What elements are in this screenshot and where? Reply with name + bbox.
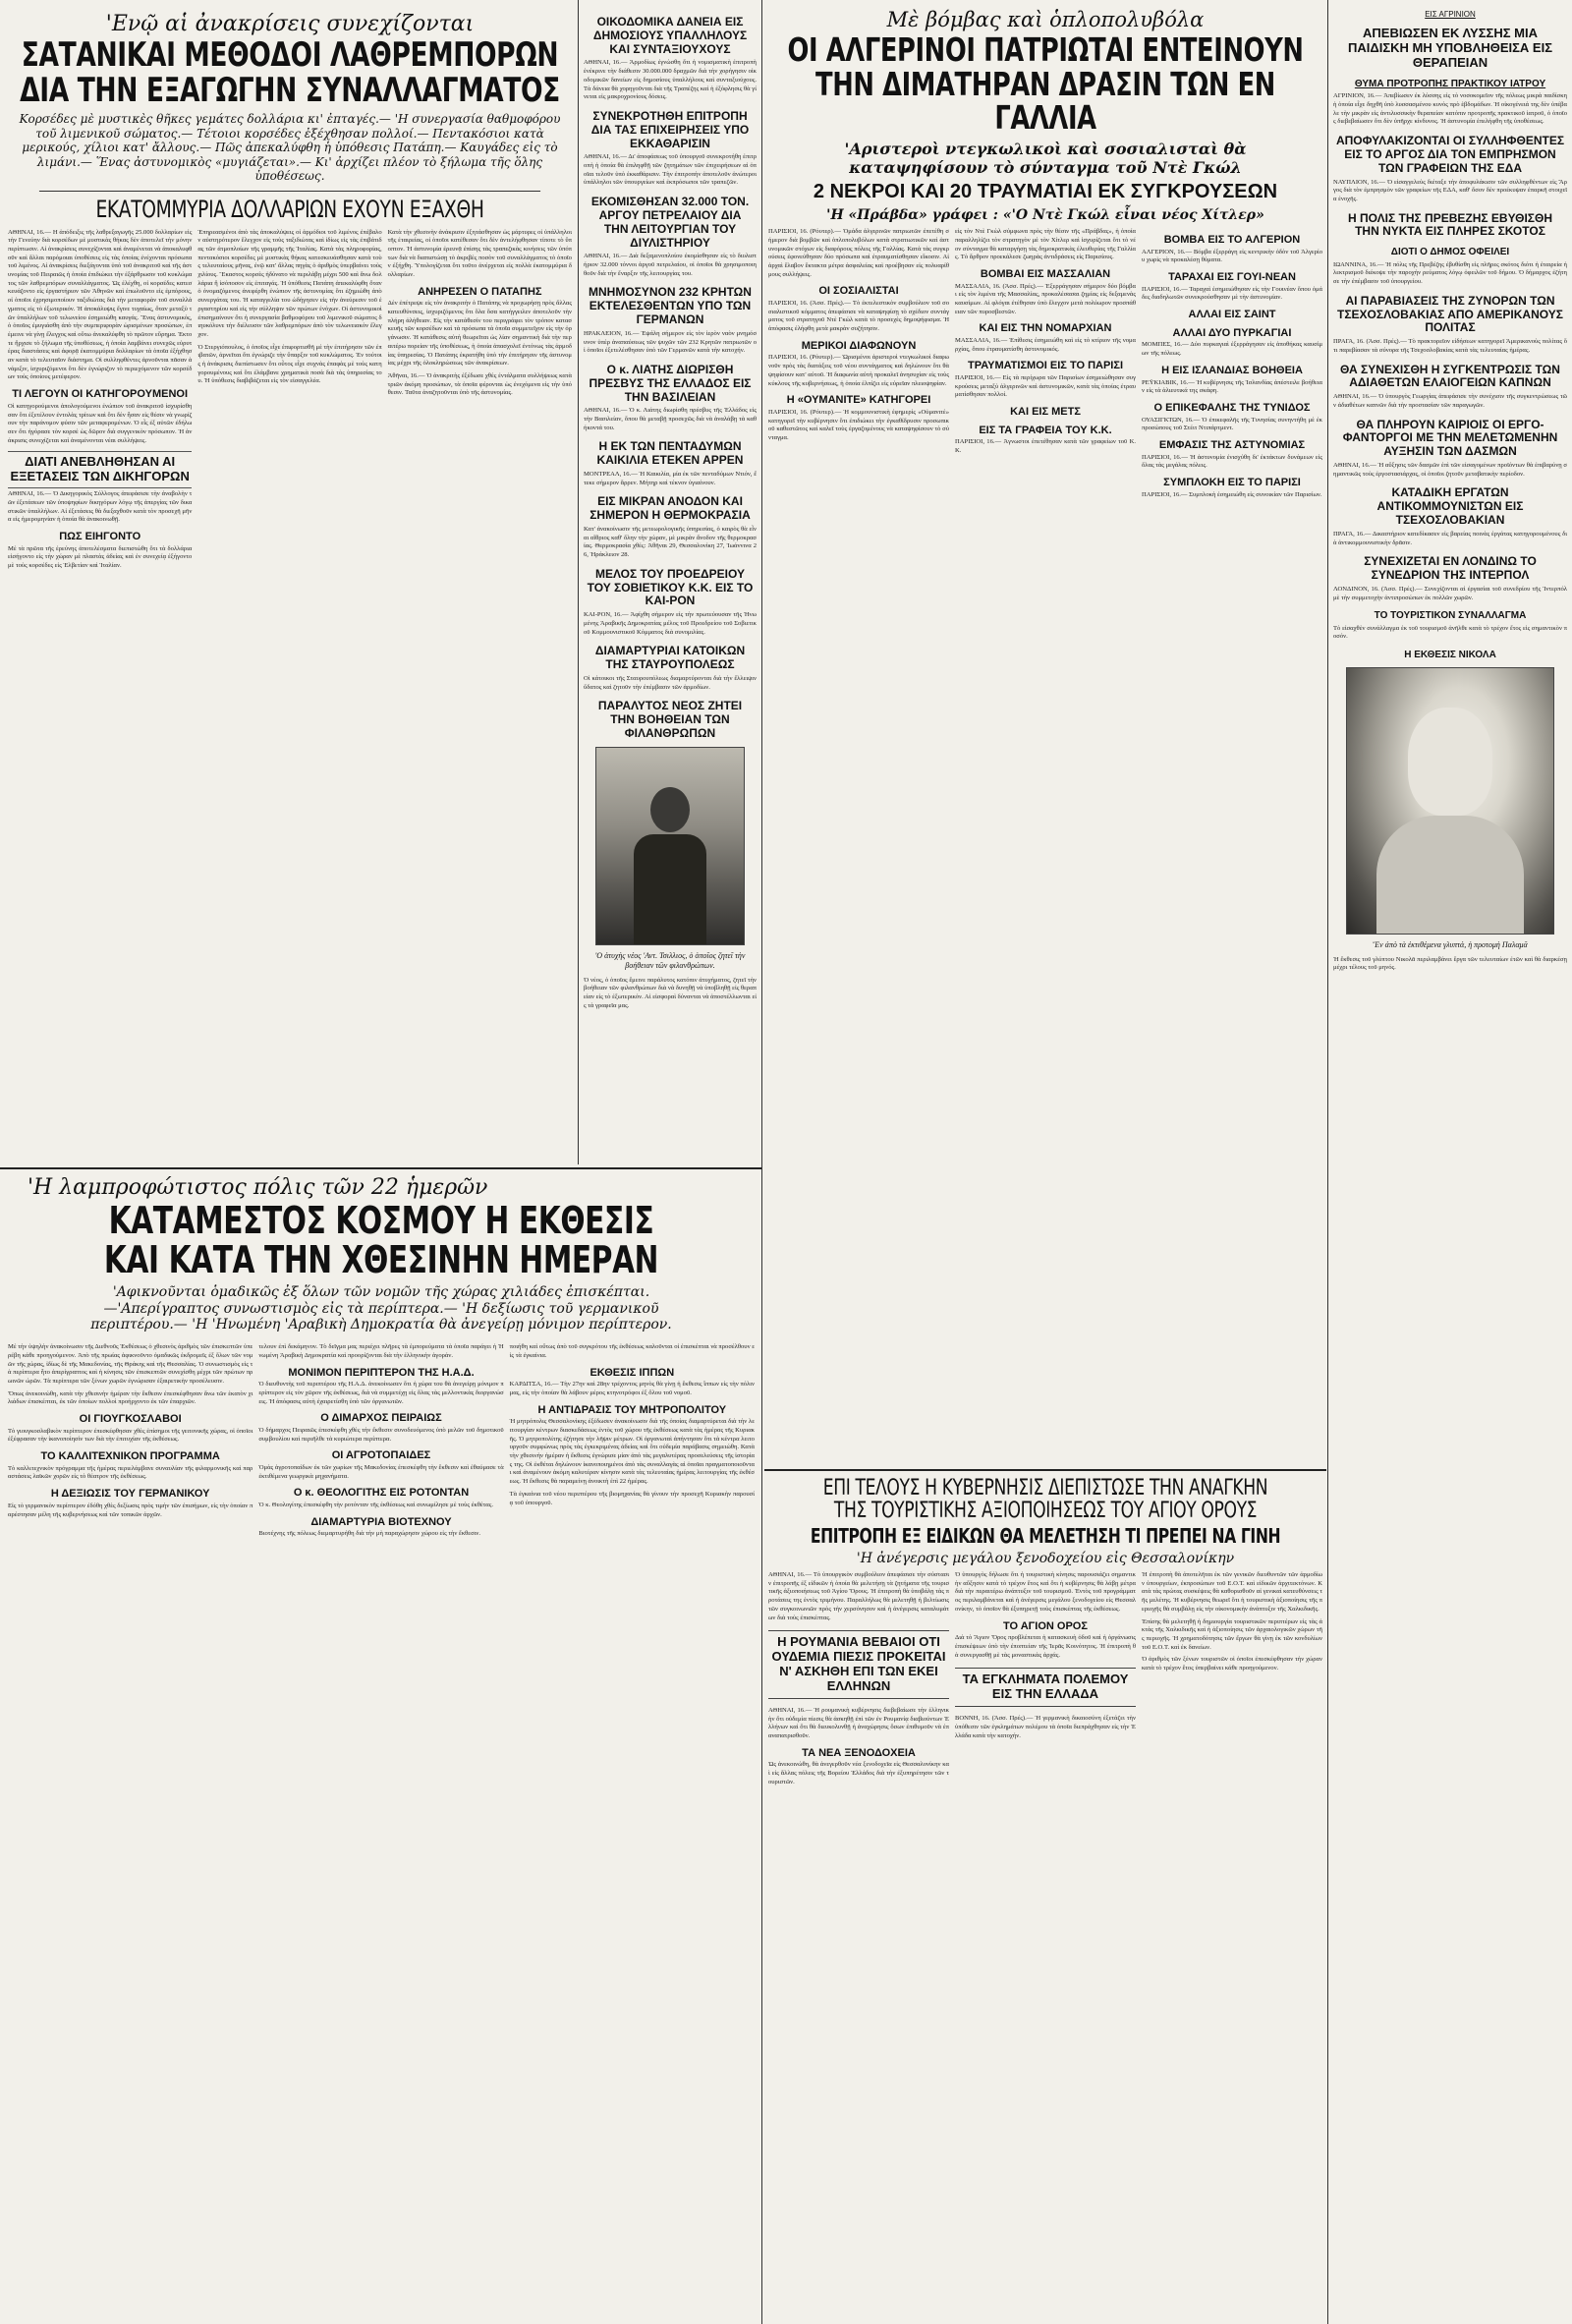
photo-caption: Ἕν ἀπὸ τὰ ἐκτιθέμενα γλυπτά, ἡ προτομὴ Παλαμᾶ — [1373, 939, 1528, 949]
brief-headline: ΣΥΝΕΧΙΖΕΤΑΙ ΕΝ ΛΟΝΔΙΝΩ ΤΟ ΣΥΝΕΔΡΙΟΝ ΤΗΣ ΙΝΤΕΡΠΟΛ — [1364, 554, 1537, 583]
brief-headline: Η ΠΟΛΙΣ ΤΗΣ ΠΡΕΒΕΖΗΣ ΕΒΥΘΙΣΘΗ ΤΗΝ ΝΥΚΤΑ ΕΙΣ ΠΛΗΡΕΣ ΣΚΟΤΟΣ — [1347, 210, 1553, 239]
boxed-headline: ΔΙΑΤΙ ΑΝΕΒΛΗΘΗΣΑΝ ΑΙ ΕΞΕΤΑΣΕΙΣ ΤΩΝ ΔΙΚΗΓΟΡΩΝ — [8, 451, 192, 488]
article-body: Ἐπηρεασμένοι ἀπὸ τὰς ἀποκαλύψεις οἱ ἁρμόδιοι τοῦ λιμένος ἐπέβαλον αὐστηρότερον ἔλεγχον εἰς τοὺς ταξιδιώτας καὶ ἰδίως εἰς τὰς ἐπιβάτιδας τῶν ἀτμοπλοίων τῆς γραμμῆς τῆς Ἰταλίας. Κατὰ τὰς πληροφορίας, πεντακόσιοι κορσέδες μὲ μυστικὰς θήκας κατεσκευάσθησαν κατὰ τοὺς τελευταίους μῆνας, ἐνῷ κατ' ἄλλας πηγὰς ὁ ἀριθμὸς ὑπερβαίνει τοὺς χιλίους. Ἕκαστος κορσὲς ἠδύνατο νὰ περιλάβῃ μέχρι 500 καὶ ἄνω δολλάρια ἢ ἰσόποσον εἰς ἐπιταγάς. Ἡ ὑπόθεσις Πατάπη ἀπεκαλύφθη ὅταν ὁ ὀνομαζόμενος ἀνεφέρθη ἐνώπιον τῆς ἀστυνομίας ὅτι ἐζημιώθη ἀπὸ συνεργάτας του. Ἡ καταγγελία του ὡδήγησεν εἰς τὴν ἀνεύρεσιν τοῦ ἐργαστηρίου καὶ εἰς τὴν σύλληψιν τῶν πρώτων ἐνόχων. Οἱ ἀστυνομικοὶ ἐπισημαίνουν ὅτι ἡ συνεργασία βαθμοφόρου τοῦ λιμενικοῦ σώματος διηυκόλυνε τὴν διέλευσιν τῶν λαθρεμπόρων ἀπὸ τὸν τελωνειακὸν ἔλεγχον. — [197, 228, 382, 338]
deck: 'Η ἀνέγερσις μεγάλου ξενοδοχείου εἰς Θεσσαλονίκην — [856, 1551, 1235, 1567]
banner-headline: ΟΙ ΑΛΓΕΡΙΝΟΙ ΠΑΤΡΙΩΤΑΙ ΕΝΤΕΙΝΟΥΝ — [787, 30, 1304, 69]
brief-headline: ΟΙΚΟΔΟΜΙΚΑ ΔΑΝΕΙΑ ΕΙΣ ΔΗΜΟΣΙΟΥΣ ΥΠΑΛΛΗΛΟΥΣ ΚΑΙ ΣΥΝΤΑΞΙΟΥΧΟΥΣ — [592, 15, 748, 56]
photo-bust-shoulders — [1376, 816, 1524, 934]
subheading: Ο ΔΙΜΑΡΧΟΣ ΠΕΙΡΑΙΩΣ — [320, 1412, 442, 1425]
brief-headline: ΑΙ ΠΑΡΑΒΙΑΣΕΙΣ ΤΗΣ ΖΥΝΟΡΩΝ ΤΩΝ ΤΣΕΧΟΣΛΟΒΑΚΙΑΣ ΑΠΟ ΑΜΕΡΙΚΑΝΟΥΣ ΠΟΛΙΤΑΣ — [1337, 293, 1563, 335]
subheading: ΤΟ ΚΑΛΛΙΤΕΧΝΙΚΟΝ ΠΡΟΓΡΑΜΜΑ — [40, 1450, 220, 1463]
subheading: ΜΟΝΙΜΟΝ ΠΕΡΙΠΤΕΡΟΝ ΤΗΣ Η.Α.Δ. — [288, 1366, 475, 1379]
subheading: ΚΑΙ ΕΙΣ ΜΕΤΣ — [1010, 406, 1081, 419]
banner-headline: ΕΠΙΤΡΟΠΗ ΕΞ ΕΙΔΙΚΩΝ ΘΑ ΜΕΛΕΤΗΣΗ ΤΙ ΠΡΕΠΕΙ ΝΑ ΓΙΝΗ — [810, 1524, 1281, 1549]
article-body: ΜΑΣΣΑΛΙΑ, 16. (Ἀσσ. Πρές).— Ἐξερράγησαν σήμερον δύο βόμβαι εἰς τὸν λιμένα τῆς Μασσαλίας, προκαλέσασαι ζημίας εἰς δεξαμενὰς καυσίμων. Αἱ φλόγαι ἐτέθησαν ὑπὸ ἔλεγχον μετὰ πολύωρον προσπάθειαν τῶν πυροσβεστῶν. — [955, 282, 1136, 315]
article-body: ΑΛΓΕΡΙΟΝ, 16.— Βόμβα ἐξερράγη εἰς κεντρικὴν ὁδὸν τοῦ Ἀλγερίου χωρὶς νὰ προκαλέσῃ θύματα. — [1142, 248, 1322, 264]
column-rule — [578, 0, 579, 1164]
brief-body: ΑΘΗΝΑΙ, 16.— Ὁ ὑπουργὸς Γεωργίας ἀπεφάσισε τὴν συνέχισιν τῆς συγκεντρώσεως τῶν ἀδιαθέτων καπνῶν διὰ τὴν προστασίαν τῶν παραγωγῶν. — [1333, 393, 1567, 409]
article-body: Ὁ δήμαρχος Πειραιῶς ἐπεσκέφθη χθὲς τὴν ἔκθεσιν συνοδευόμενος ὑπὸ μελῶν τοῦ δημοτικοῦ συμβουλίου καὶ περιῆλθε τὰ κυριώτερα περίπτερα. — [258, 1426, 504, 1443]
column-rule — [761, 0, 762, 2324]
article-body: Ὁ κ. Θεολογίτης ἐπεσκέφθη τὴν ροτόνταν τῆς ἐκθέσεως καὶ συνωμίλησε μὲ τοὺς ἐκθέτας. — [258, 1502, 493, 1509]
casualties-headline: 2 ΝΕΚΡΟΙ ΚΑΙ 20 ΤΡΑΥΜΑΤΙΑΙ ΕΚ ΣΥΓΚΡΟΥΣΕΩΝ — [813, 181, 1278, 203]
subheading: ΕΙΣ ΤΑ ΓΡΑΦΕΙΑ ΤΟΥ Κ.Κ. — [979, 424, 1112, 436]
photo-bust-sculpture — [1346, 667, 1554, 935]
article-body: Δὲν ἐπέτρεψε εἰς τὸν ἀνακριτὴν ὁ Πατάπης νὰ προχωρήσῃ πρὸς ἄλλας κατευθύνσεις, ἰσχυριζόμενος ὅτι ὅλα ὅσα κατήγγειλεν ἀποτελοῦν τὴν πλήρη ἀλήθειαν. Εἰς τὴν κατάθεσίν του περιγράφει τὸν τρόπον κατασκευῆς τῶν κορσέδων καὶ τὰ πρόσωπα τὰ ὁποῖα συμμετεῖχον εἰς τὴν ὀργάνωσιν. Ἡ κατάθεσις αὐτὴ θεωρεῖται ὡς λίαν σημαντικὴ διὰ τὴν περαιτέρω πορείαν τῆς ὑποθέσεως, ἡ ὁποία ἀπασχολεῖ ἐντόνως τὰς ἁρμοδίας ὑπηρεσίας. Ὁ Πατάπης ἐκρατήθη ὑπὸ τὴν ἐπιτήρησιν τῆς ἀστυνομίας μέχρι τῆς ὁλοκληρώσεως τῶν ἀνακρίσεων. — [387, 300, 572, 368]
subheading: ΑΝΗΡΕΣΕΝ Ο ΠΑΤΑΠΗΣ — [418, 285, 542, 298]
boxed-headline: ΤΑ ΕΓΚΛΗΜΑΤΑ ΠΟΛΕΜΟΥ ΕΙΣ ΤΗΝ ΕΛΛΑΔΑ — [955, 1668, 1136, 1707]
subheading: Η ΕΙΣ ΙΣΛΑΝΔΙΑΣ ΒΟΗΘΕΙΑ — [1161, 364, 1303, 376]
brief-headline: ΘΥΜΑ ΠΡΟΤΡΟΠΗΣ ΠΡΑΚΤΙΚΟΥ ΙΑΤΡΟΥ — [1354, 78, 1546, 89]
brief-headline: ΜΝΗΜΟΣΥΝΟΝ 232 ΚΡΗΤΩΝ ΕΚΤΕΛΕΣΘΕΝΤΩΝ ΥΠΟ ΤΩΝ ΓΕΡΜΑΝΩΝ — [589, 285, 752, 326]
brief-headline: ΕΙΣ ΜΙΚΡΑΝ ΑΝΟΔΟΝ ΚΑΙ ΣΗΜΕΡΟΝ Η ΘΕΡΜΟΚΡΑΣΙΑ — [590, 494, 751, 523]
text-columns — [8, 229, 572, 575]
article-body: Ἐπίσης θὰ μελετηθῇ ἡ δημιουργία τουριστικῶν περιπτέρων εἰς τὰς ἀκτὰς τῆς Χαλκιδικῆς καὶ ἡ ἀξιοποίησις τῶν ἀρχαιολογικῶν χώρων τῆς περιοχῆς. Ἡ χρηματοδότησις τῶν ἔργων θὰ γίνῃ ἐκ τῶν κονδυλίων τοῦ Ε.Ο.Τ. καὶ ἐκ δανείων. — [1142, 1617, 1322, 1651]
subheading: ΑΛΛΑΙ ΕΙΣ ΣΑΙΝΤ — [1188, 309, 1276, 321]
article-body: ΠΑΡΙΣΙΟΙ, 16.— Ταραχαὶ ἐσημειώθησαν εἰς τὴν Γουινέαν ὅπου ὁμάδες διαδηλωτῶν συνεκρούσθησαν μὲ τὴν ἀστυνομίαν. — [1142, 285, 1322, 302]
article-body: ΑΘΗΝΑΙ, 16.— Ὁ Δικηγορικὸς Σύλλογος ἀπεφάσισε τὴν ἀναβολὴν τῶν ἐξετάσεων τῶν ὑποψηφίων δικηγόρων λόγῳ τῆς ἀπεργίας τῶν δικαστικῶν ὑπαλλήλων. Αἱ ἐξετάσεις θὰ διεξαχθοῦν κατὰ τὸν προσεχῆ μῆνα εἰς ἡμερομηνίαν ἡ ὁποία θὰ ἀνακοινωθῇ. — [8, 490, 193, 524]
section-headline: ΕΚΑΤΟΜΜΥΡΙΑ ΔΟΛΛΑΡΙΩΝ ΕΧΟΥΝ ΕΞΑΧΘΗ — [39, 191, 540, 222]
brief-body: ΑΘΗΝΑΙ, 16.— Ἡ αὔξησις τῶν δασμῶν ἐπὶ τῶν εἰσαγομένων προϊόντων θὰ ἐπιβαρύνῃ σημαντικῶς τοὺς ἐργοστασιάρχας, οἱ ὁποῖοι ζητοῦν μεταβατικὴν περίοδον. — [1333, 462, 1567, 478]
subheading: Η «ΟΥΜΑΝΙΤΕ» ΚΑΤΗΓΟΡΕΙ — [786, 394, 931, 407]
article-body: Ἡ μητρόπολις Θεσσαλονίκης ἐξέδωσεν ἀνακοίνωσιν διὰ τῆς ὁποίας διαμαρτύρεται διὰ τὴν λειτουργίαν κέντρων διασκεδάσεως ἐντὸς τοῦ χώρου τῆς ἐκθέσεως κατὰ τὰς ἡμέρας τῆς Κυριακῆς. Ὁ μητροπολίτης ἐζήτησε τὴν λῆψιν μέτρων. Οἱ ὀργανωταὶ ἀπήντησαν ὅτι τὰ κέντρα λειτουργοῦν συμφώνως πρὸς τὰς ἐγκεκριμένας ἀδείας καὶ ὅτι οὐδεμία παράβασις σημειώθη. Κατὰ τὴν χθεσινὴν ἡμέραν ἡ ἔκθεσις ἐγνώρισε μίαν ἀπὸ τὰς μεγαλυτέρας προσελεύσεις τῆς ἱστορίας της. Οἱ ἐκθέται δηλώνουν ἱκανοποιημένοι ἀπὸ τὰς συναλλαγὰς αἱ ὁποῖαι πραγματοποιοῦνται καὶ ἀναμένουν ἀκόμη καλυτέραν κίνησιν κατὰ τὰς τελευταίας ἡμέρας λειτουργίας τῆς ἐκθέσεως. Ἡ ἔκθεσις θὰ παραμείνῃ ἀνοικτὴ ἐπὶ 22 ἡμέρας. — [509, 1418, 755, 1486]
article-body: Ὁ ὑπουργὸς δήλωσε ὅτι ἡ τουριστικὴ κίνησις παρουσιάζει σημαντικὴν αὔξησιν κατὰ τὸ τρέχον ἔτος καὶ ὅτι ἡ κυβέρνησις θὰ λάβῃ μέτρα διὰ τὴν περαιτέρω ἀνάπτυξιν τοῦ τουρισμοῦ. Ἐντὸς τοῦ προγράμματος περιλαμβάνεται καὶ ἡ ἀνέγερσις μεγάλου ξενοδοχείου εἰς Θεσσαλονίκην, τὸ ὁποῖον θὰ ἐξυπηρετῇ τοὺς ἐπισκέπτας τῆς ἐκθέσεως. — [955, 1570, 1136, 1613]
brief-headline: ΠΑΡΑΛΥΤΟΣ ΝΕΟΣ ΖΗΤΕΙ ΤΗΝ ΒΟΗΘΕΙΑΝ ΤΩΝ ΦΙΛΑΝΘΡΩΠΩΝ — [597, 699, 743, 740]
subheading: ΕΚΘΕΣΙΣ ΙΠΠΩΝ — [590, 1366, 675, 1379]
brief-headline: ΕΚΟΜΙΣΘΗΣΑΝ 32.000 ΤΟΝ. ΑΡΓΟΥ ΠΕΤΡΕΛΑΙΟΥ ΔΙΑ ΤΗΝ ΛΕΙΤΟΥΡΓΙΑΝ ΤΟΥ ΔΙΥΛΙΣΤΗΡΙΟΥ — [590, 195, 750, 250]
article-body: Ὁ Στεργιόπουλος, ὁ ὁποῖος εἶχε ἐπιφορτισθῆ μὲ τὴν ἐπιτήρησιν τῶν ἐπιβατῶν, ἀρνεῖται ὅτι ἐγνώριζε τὴν ὕπαρξιν τοῦ κυκλώματος. Ἐν τούτοις ἡ ἀνάκρισις διεπίστωσεν ὅτι οὗτος εἶχε συχνὰς ἐπαφὰς μὲ τοὺς κατηγορουμένους καὶ ὅτι ἐλάμβανε χρηματικὰ ποσὰ διὰ τὰς ὑπηρεσίας του. Ἡ ὑπόθεσις διαβιβάζεται εἰς τὸν εἰσαγγελέα. — [197, 343, 382, 385]
subheading: Η ΔΕΞΙΩΣΙΣ ΤΟΥ ΓΕΡΜΑΝΙΚΟΥ — [50, 1488, 210, 1501]
brief-body: ΚΑΙ-ΡΟΝ, 16.— Ἀφίχθη σήμερον εἰς τὴν πρωτεύουσαν τῆς Ἡνωμένης Ἀραβικῆς Δημοκρατίας μέλος τοῦ Προεδρείου τοῦ Σοβιετικοῦ Κομμουνιστικοῦ Κόμματος διὰ συνομιλίας. — [584, 611, 757, 636]
subheading: ΟΙ ΓΙΟΥΓΚΟΣΛΑΒΟΙ — [79, 1413, 182, 1426]
brief-body: ΑΘΗΝΑΙ, 16.— Διὰ δεξαμενοπλοίου ἐκομίσθησαν εἰς τὸ διυλιστήριον 32.000 τόννοι ἀργοῦ πετρελαίου, οἱ ὁποῖοι θὰ χρησιμοποιηθοῦν διὰ τὴν ἔναρξιν τῆς λειτουργίας του. — [584, 253, 757, 277]
subheading: ΔΙΑΜΑΡΤΥΡΙΑ ΒΙΟΤΕΧΝΟΥ — [310, 1515, 452, 1528]
brief-body: ΛΟΝΔΙΝΟΝ, 16. (Ἀσσ. Πρές).— Συνεχίζονται αἱ ἐργασίαι τοῦ συνεδρίου τῆς Ἰντερπόλ μὲ τὴν συμμετοχὴν ἀντιπροσώπων ἐκ πολλῶν χωρῶν. — [1333, 585, 1567, 601]
article-body: ΠΑΡΙΣΙΟΙ, 16. (Ἀσσ. Πρές).— Τὸ ἐκτελεστικὸν συμβούλιον τοῦ σοσιαλιστικοῦ κόμματος ἀπεφάσισε νὰ καταψηφίσῃ τὸ σχέδιον συντάγματος τοῦ στρατηγοῦ Ντὲ Γκώλ κατὰ τὸ προσεχὲς δημοψήφισμα. Ἡ ἀπόφασις ἐλήφθη μετὰ μακρὰν συζήτησιν. — [768, 299, 949, 333]
article-body: εἰς τὸν Ντὲ Γκὼλ σύμφωνα πρὸς τὴν θέσιν τῆς «Πράβδας», ἡ ὁποία παραλληλίζει τὸν στρατηγὸν μὲ τὸν Χίτλερ καὶ ἰσχυρίζεται ὅτι τὸ νέον σύνταγμα θὰ καταργήσῃ τὰς δημοκρατικὰς ἐλευθερίας τῆς Γαλλίας. Τὸ ἄρθρον προεκάλεσε ζωηρὰς ἀντιδράσεις εἰς Παρισίους. — [955, 228, 1137, 261]
brief-body: Τὸ εἰσαχθὲν συνάλλαγμα ἐκ τοῦ τουρισμοῦ ἀνῆλθε κατὰ τὸ τρέχον ἔτος εἰς σημαντικὸν ποσόν. — [1333, 624, 1567, 641]
article-body: ΠΑΡΙΣΙΟΙ, 16.— Εἰς τὰ περίχωρα τῶν Παρισίων ἐσημειώθησαν συγκρούσεις μεταξὺ ἀλγερινῶν καὶ ἀστυνομικῶν, κατὰ τὰς ὁποίας ἐτραυματίσθησαν πολλοί. — [955, 374, 1136, 399]
brief-body: ΗΡΑΚΛΕΙΟΝ, 16.— Ἐψάλη σήμερον εἰς τὸν ἱερὸν ναὸν μνημόσυνον ὑπὲρ ἀναπαύσεως τῶν ψυχῶν τῶν 232 Κρητῶν πατριωτῶν οἱ ὁποῖοι ἐξετελέσθησαν ὑπὸ τῶν Γερμανῶν κατὰ τὴν κατοχήν. — [584, 329, 757, 355]
banner-headline: ΚΑΙ ΚΑΤΑ ΤΗΝ ΧΘΕΣΙΝΗΝ ΗΜΕΡΑΝ — [103, 1237, 659, 1281]
dateline-location: ΕΙΣ ΑΓΡΙΝΙΟΝ — [1425, 10, 1476, 19]
brief-headline: ΤΟ ΤΟΥΡΙΣΤΙΚΟΝ ΣΥΝΑΛΛΑΓΜΑ — [1374, 610, 1527, 622]
banner-headline: ΤΗΣ ΤΟΥΡΙΣΤΙΚΗΣ ΑΞΙΟΠΟΙΗΣΕΩΣ ΤΟΥ ΑΓΙΟΥ ΟΡΟΥΣ — [833, 1499, 1258, 1524]
brief-headline: ΘΑ ΠΛΗΡΟΥΝ ΚΑΙΡΙΟΙΣ ΟΙ ΕΡΓΟ-ΦΑΝΤΟΡΓΟΙ ΜΕ ΤΗΝ ΜΕΛΕΤΩΜΕΝΗΝ ΑΥΞΗΣΙΝ ΤΩΝ ΔΑΣΜΩΝ — [1342, 417, 1558, 459]
subheading: ΤΙ ΛΕΓΟΥΝ ΟΙ ΚΑΤΗΓΟΡΟΥΜΕΝΟΙ — [12, 388, 189, 401]
right-briefs-column — [1333, 8, 1567, 2319]
article-body: Μὲ τὴν ὑψηλὴν ἀνακοίνωσιν τῆς Διεθνοῦς Ἐκθέσεως ὁ χθεσινὸς ἀριθμὸς τῶν ἐπισκεπτῶν ὑπερέβη κάθε προηγούμενον. Ἀπὸ τῆς πρωίας ἀφικνοῦντο ὁμαδικῶς ἐκδρομεῖς ἐξ ὅλων τῶν νομῶν τῆς χώρας, ἰδίως δὲ τῆς Μακεδονίας, τῆς Θράκης καὶ τῆς Θεσσαλίας. Ὁ συνωστισμὸς εἰς τὰ περίπτερα ἦτο ἀπερίγραπτος καὶ ἡ κίνησις τῶν ἐπισκεπτῶν συνεχίσθη μέχρι τῶν πρώτων πρωινῶν ὡρῶν. Τὰ περίπτερα τῶν ξένων χωρῶν ἐγνώρισαν ἐξαιρετικὴν προσέλευσιν. — [8, 1343, 253, 1385]
brief-headline: ΜΕΛΟΣ ΤΟΥ ΠΡΟΕΔΡΕΙΟΥ ΤΟΥ ΣΟΒΙΕΤΙΚΟΥ Κ.Κ. ΕΙΣ ΤΟ ΚΑΙ-ΡΟΝ — [587, 566, 754, 608]
article-body: Διὰ τὸ Ἅγιον Ὄρος προβλέπεται ἡ κατασκευὴ ὁδοῦ καὶ ἡ ὀργάνωσις ἐπισκέψεων ὑπὸ τὴν ἐποπτείαν τῆς Ἱερᾶς Κοινότητος. Ἡ ἐπιτροπὴ θὰ συνεργασθῇ μὲ τὰς μοναστικὰς ἀρχάς. — [955, 1634, 1136, 1659]
article-body: ΟΥΑΣΙΓΚΤΩΝ, 16.— Ὁ ἐπικεφαλῆς τῆς Τυνησίας συνηντήθη μὲ ἐκπροσώπους τοῦ Στέιτ Ντιπάρτμεντ. — [1142, 416, 1322, 432]
article-body: ΑΘΗΝΑΙ, 16.— Η ἀπόδειξις τῆς λαθρεξαγωγῆς 25.000 δολλαρίων εἰς τὴν Γενεύην διὰ κορσέδων μὲ μυστικὰς θήκας δὲν ἀποτελεῖ τὴν μόνην περίπτωσιν. Αἱ ἀνακρίσεις συνεχίζονται καὶ ἀναμένεται νὰ ἀποκαλυφθοῦν καὶ ἄλλαι παρόμοιαι ὑποθέσεις εἰς τὰς ὁποίας ἐνέχονται πρόσωπα τοῦ λιμένος. Αἱ ἀνακρίσεις διεξάγονται ὑπὸ τοῦ ἀνακριτοῦ καὶ τῆς ἀστυνομίας τοῦ Πειραιῶς ἡ ὁποία ἐπιδιώκει τὴν ἐξάρθρωσιν τοῦ κυκλώματος τῶν λαθρεμπόρων συναλλάγματος. Ὡς ἐλέχθη, οἱ κορσέδες κατεσκευάζοντο εἰς ἐργαστήριον τῶν Ἀθηνῶν καὶ ἐπωλοῦντο εἰς ἐμπόρους, οἱ ὁποῖοι ἐχρησιμοποίουν ταξιδιώτας διὰ τὴν μεταφορὰν τοῦ συναλλάγματος εἰς τὸ ἐξωτερικόν. Ἡ ἀποκάλυψις ἔγινε τυχαίως, ὅταν μεταξὺ τῶν ὑπαλλήλων τοῦ τελωνείου ἐσημειώθη καυγάς. Ἕνας ἀστυνομικός, ὁ ὁποῖος ἐμυγιάσθη ἀπὸ τὴν συμπεριφορὰν ὡρισμένων προσώπων, ἐπέμεινε νὰ γίνῃ ἔλεγχος καὶ οὕτω ἀνεκαλύφθη τὸ πρῶτον εὕρημα. Ἐκτοτε ἤρχισε τὸ ξήλωμα τῆς ὑποθέσεως, ἡ ὁποία λαμβάνει συνεχῶς εὐρυτέρας διαστάσεις καὶ ἀφορᾷ ἐκατομμύρια δολλαρίων τὰ ὁποῖα ἐξήχθησαν κατὰ τὸ τελευταῖον διάστημα. Οἱ συλληφθέντες ἀρνοῦνται πᾶσαν ἀνάμιξιν, ἰσχυριζόμενοι ὅτι δὲν ἐγνώριζον τὸ περιεχόμενον τῶν κορσέδων τοὺς ὁποίους μετέφερον. — [8, 228, 193, 381]
banner-headline: ΤΗΝ ΔΙΜΑΤΗΡΑΝ ΔΡΑΣΙΝ ΤΩΝ ΕΝ ΓΑΛΛΙΑ — [815, 64, 1275, 138]
brief-headline: ΑΠΕΒΙΩΣΕΝ ΕΚ ΛΥΣΣΗΣ ΜΙΑ ΠΑΙΔΙΣΚΗ ΜΗ ΥΠΟΒΛΗΘΕΙΣΑ ΕΙΣ ΘΕΡΑΠΕΙΑΝ — [1347, 26, 1553, 70]
pravda-quote: 'Η «Πράβδα» γράφει : «'Ο Ντὲ Γκώλ εἶναι νέος Χίτλερ» — [826, 207, 1264, 224]
banner-headline: ΔΙΑ ΤΗΝ ΕΞΑΓΩΓΗΝ ΣΥΝΑΛΛΑΓΜΑΤΟΣ — [20, 70, 560, 110]
article-body: Ὁμὰς ἀγροτοπαίδων ἐκ τῶν χωρίων τῆς Μακεδονίας ἐπεσκέφθη τὴν ἔκθεσιν καὶ ἐθαύμασε τὰ ἐκτιθέμενα γεωργικὰ μηχανήματα. — [258, 1464, 504, 1480]
article-body: ΠΑΡΙΣΙΟΙ, 16. (Ρόυτερ).— Ὡρισμένοι ἀριστεροὶ ντεγκωλικοὶ διαφωνοῦν πρὸς τὰς διατάξεις τοῦ νέου συντάγματος καὶ δηλώνουν ὅτι θὰ ψηφίσουν κατ' αὐτοῦ. Ἡ διαφωνία αὐτὴ προκαλεῖ ἀνησυχίαν εἰς τοὺς κύκλους τῆς κυβερνήσεως, ἡ ὁποία ἐλπίζει εἰς εὐρεῖαν πλειοψηφίαν. — [768, 354, 949, 387]
brief-body: Ὁ νέος, ὁ ὁποῖος ἔμεινε παράλυτος κατόπιν ἀτυχήματος, ζητεῖ τὴν βοήθειαν τῶν φιλανθρώπων διὰ νὰ δυνηθῇ νὰ ὑποβληθῇ εἰς θεραπείαν εἰς τὸ ἐξωτερικόν. Αἱ εἰσφοραὶ δύνανται νὰ ἀποστέλλωνται εἰς τὰ γραφεῖα μας. — [584, 976, 757, 1009]
article-body: ΠΑΡΙΣΙΟΙ, 16.— Συμπλοκὴ ἐσημειώθη εἰς συνοικίαν τῶν Παρισίων. — [1142, 490, 1322, 498]
banner-headline: ΕΠΙ ΤΕΛΟΥΣ Η ΚΥΒΕΡΝΗΣΙΣ ΔΙΕΠΙΣΤΩΣΕ ΤΗΝ ΑΝΑΓΚΗΝ — [822, 1477, 1268, 1501]
brief-headline: ΘΑ ΣΥΝΕΧΙΣΘΗ Η ΣΥΓΚΕΝΤΡΩΣΙΣ ΤΩΝ ΑΔΙΑΘΕΤΩΝ ΕΛΑΙΟΓΕΙΩΝ ΚΑΠΝΩΝ — [1340, 362, 1560, 390]
article-body: Μὲ τὰ πρῶτα τῆς ἐρεύνης ἀποτελέσματα διεπιστώθη ὅτι τὰ δολλάρια εἰσήγοντο εἰς τὴν χώραν μὲ πλαστὰς ἀδείας καὶ ἐν συνεχείᾳ ἐξήγοντο μὲ τοὺς κορσέδες εἰς Ἑλβετίαν καὶ Ἰταλίαν. — [8, 544, 193, 570]
left-top-article — [8, 12, 572, 1162]
article-body: ΒΟΝΝΗ, 16. (Ἀσσ. Πρές).— Ἡ γερμανικὴ δικαιοσύνη ἐξετάζει τὴν ὑπόθεσιν τῶν ἐγκλημάτων πολέμου τὰ ὁποῖα διεπράχθησαν εἰς τὴν Ἑλλάδα κατὰ τὴν κατοχήν. — [955, 1715, 1136, 1739]
subheading: Η ΑΝΤΙΔΡΑΣΙΣ ΤΟΥ ΜΗΤΡΟΠΟΛΙΤΟΥ — [537, 1403, 727, 1416]
article-body: Ὁ διευθυντὴς τοῦ περιπτέρου τῆς Η.Α.Δ. ἀνεκοίνωσεν ὅτι ἡ χώρα του θὰ ἀνεγείρῃ μόνιμον περίπτερον εἰς τὸν χῶρον τῆς ἐκθέσεως, διὰ νὰ συμμετέχῃ εἰς ὅλας τὰς μελλοντικὰς διοργανώσεις. Ἡ ἀπόφασις αὐτὴ ἐχαιρετίσθη ὑπὸ τῶν ὀργανωτῶν. — [258, 1381, 504, 1405]
brief-body: ΠΡΑΓΑ, 16.— Δικαστήριον κατεδίκασεν εἰς βαρείας ποινὰς ἐργάτας κατηγορουμένους διὰ ἀντικομμουνιστικὴν δρᾶσιν. — [1333, 530, 1567, 546]
article-body: ποιήθη καὶ οὕτως ἀπὸ τοῦ συγκρότου τῆς ἐκθέσεως καλοῦνται οἱ ἐπισκέπται νὰ προσέλθουν εἰς τὰ ἐγκαίνια. — [509, 1343, 755, 1359]
column-rule — [1327, 0, 1328, 2324]
brief-body: ΑΘΗΝΑΙ, 16.— Ἀρμοδίως ἐγνώσθη ὅτι ἡ νομισματικὴ ἐπιτροπὴ ἐνέκρινε τὴν διάθεσιν 30.000.000 δραχμῶν διὰ τὴν χορήγησιν οἰκοδομικῶν δανείων εἰς δημοσίους ὑπαλλήλους καὶ συνταξιούχους. Τὰ δάνεια θὰ χορηγοῦνται διὰ τῆς Τραπέζης καὶ ἡ ἐξόφλησις θὰ γίνεται εἰς μακροχρονίους δόσεις. — [584, 59, 757, 101]
article-body: Τὰ ἐγκαίνια τοῦ νέου περιπτέρου τῆς βιομηχανίας θὰ γίνουν τὴν προσεχῆ Κυριακὴν παρουσίᾳ τοῦ ὑπουργοῦ. — [509, 1490, 755, 1506]
subheading: ΑΛΛΑΙ ΔΥΟ ΠΥΡΚΑΓΙΑΙ — [1172, 326, 1292, 339]
subheading: Ο ΕΠΙΚΕΦΑΛΗΣ ΤΗΣ ΤΥΝΙΔΟΣ — [1153, 401, 1311, 414]
subheading: ΣΥΜΠΛΟΚΗ ΕΙΣ ΤΟ ΠΑΡΙΣΙ — [1163, 477, 1301, 489]
article-body: ΡΕΫΚΙΑΒΙΚ, 16.— Ἡ κυβέρνησις τῆς Ἰσλανδίας ἀπέστειλε βοήθειαν εἰς τὰ ἁλιευτικά της σκάφη. — [1142, 378, 1322, 395]
article-body: Ὡς ἀνεκοινώθη, θὰ ἀνεγερθοῦν νέα ξενοδοχεῖα εἰς Θεσσαλονίκην καὶ εἰς ἄλλας πόλεις τῆς Βορείου Ἑλλάδος διὰ τὴν ἐξυπηρέτησιν τῶν τουριστῶν. — [768, 1761, 949, 1786]
photo-figure-body — [634, 834, 706, 944]
article-body: ΠΑΡΙΣΙΟΙ, 16.— Ἀγνωστοι ἐπετέθησαν κατὰ τῶν γραφείων τοῦ Κ.Κ. — [955, 438, 1136, 455]
banner-headline: ΣΑΤΑΝΙΚΑΙ ΜΕΘΟΔΟΙ ΛΑΘΡΕΜΠΟΡΩΝ — [21, 35, 559, 75]
deck: 'Αριστεροὶ ντεγκωλικοὶ καὶ σοσιαλισταὶ θὰ καταψηφίσουν τὸ σύνταγμα τοῦ Ντὲ Γκώλ — [844, 139, 1247, 178]
article-body: ΠΑΡΙΣΙΟΙ, 16. (Ρόυτερ).— Ἡ κομμουνιστικὴ ἐφημερὶς «Οὐμανιτὲ» κατηγορεῖ τὴν κυβέρνησιν ὅτι ἐπιδιώκει τὴν ἐγκαθίδρυσιν προσωπικοῦ καθεστῶτος καὶ καλεῖ τοὺς ἐργαζομένους νὰ καταψηφίσουν τὸ σύνταγμα. — [768, 408, 949, 441]
center-bottom-article — [768, 1477, 1322, 2320]
subheading: ΤΑ ΝΕΑ ΞΕΝΟΔΟΧΕΙΑ — [802, 1746, 916, 1759]
article-body: Κατὰ τὴν χθεσινὴν ἀνάκρισιν ἐξητάσθησαν ὡς μάρτυρες οἱ ὑπάλληλοι τῆς ἐταιρείας, οἱ ὁποῖοι κατέθεσαν ὅτι δὲν ἀντελήφθησαν τίποτε τὸ ὕποπτον. Ἡ ἀστυνομία ἐρευνᾷ ἐπίσης τὰς τραπεζικὰς κινήσεις τῶν ὑπόπτων διὰ νὰ διαπιστώσῃ τὸ ἀκριβὲς ποσὸν τοῦ συναλλάγματος τὸ ὁποῖον ἐξήχθη. Ὑπολογίζεται ὅτι τοῦτο ἀνέρχεται εἰς πολλὰ ἑκατομμύρια δολλαρίων. — [387, 228, 572, 279]
article-body: Ἡ ἐπιτροπὴ θὰ ἀποτελῆται ἐκ τῶν γενικῶν διευθυντῶν τῶν ἁρμοδίων ὑπουργείων, ἐκπροσώπων τοῦ Ε.Ο.Τ. καὶ εἰδικῶν ἀρχιτεκτόνων. Κατὰ τὰς πρώτας συσκέψεις θὰ καθορισθοῦν αἱ γενικαὶ κατευθύνσεις τῆς μελέτης. Ἡ κυβέρνησις θεωρεῖ ὅτι ἡ τουριστικὴ ἀξιοποίησις τῆς περιοχῆς θὰ συμβάλῃ εἰς τὴν οἰκονομικὴν ἀνάπτυξιν τῆς Χαλκιδικῆς. — [1142, 1570, 1322, 1613]
subheading: ΠΩΣ ΕΙΗΓΟΝΤΟ — [59, 531, 141, 543]
text-columns — [768, 1571, 1322, 1791]
article-body: Τὸ καλλιτεχνικὸν πρόγραμμα τῆς ἡμέρας περιελάμβανε συναυλίαν τῆς φιλαρμονικῆς καὶ παραστάσεις λαϊκῶν χορῶν εἰς τὸ θέατρον τῆς ἐκθέσεως. — [8, 1464, 253, 1481]
photo-caption: 'Ο ἀτυχὴς νέος 'Αντ. Τσιλλιος, ὁ ὁποῖος ζητεῖ τὴν βοήθειαν τῶν φιλανθρώπων. — [594, 950, 746, 970]
article-body: Οἱ κατηγορούμενοι ἀπολογούμενοι ἐνώπιον τοῦ ἀνακριτοῦ ἰσχυρίσθησαν ὅτι ἐξετέλουν ἐντολὰς τρίτων καὶ ὅτι δὲν ἦσαν εἰς θέσιν νὰ γνωρίζουν τὴν παράνομον φύσιν τῶν μεταφερομένων. Ὁ εἷς ἐξ αὐτῶν ἐδήλωσεν ὅτι ἠγόρασε τὸν κορσὲ ὡς δῶρον διὰ συγγενικὸν πρόσωπον. Ἡ ἀνάκρισις συνεχίζεται καὶ ἀναμένονται νέαι συλλήψεις. — [8, 402, 193, 444]
photo-figure-head — [650, 787, 690, 832]
deck: Κορσέδες μὲ μυστικὲς θῆκες γεμάτες δολλάρια κι' ἐπταγές.— 'Η συνεργασία θαθμοφόρου τοῦ λιμενικοῦ σώματος.— Τέτοιοι κορσέδες ἐξέχθησαν πολλοί.— Πεντακόσιοι κατὰ μερικούς, χίλιοι κατ' ἄλλους.— Πῶς ἀπεκαλύφθη ἡ ὑπόθεσις Πατάπη.— Καυγάδες εἰς τὸ λιμάνι.— Ἕνας ἀστυνομικὸς «μυγιάζεται».— Κι' ἀρχίζει πλέον τὸ ξήλωμα τῆς ὅλης ὑποθέσεως. — [19, 112, 561, 183]
subheading: ΤΡΑΥΜΑΤΙΣΜΟΙ ΕΙΣ ΤΟ ΠΑΡΙΣΙ — [967, 360, 1124, 372]
article-body: Βιοτέχνης τῆς πόλεως διεμαρτυρήθη διὰ τὴν μὴ παραχώρησιν χώρου εἰς τὴν ἔκθεσιν. — [258, 1530, 481, 1538]
article-body: ΜΑΣΣΑΛΙΑ, 16.— Ἐπίθεσις ἐσημειώθη καὶ εἰς τὸ κτίριον τῆς νομαρχίας, ὅπου ἐτραυματίσθη ἀστυνομικός. — [955, 337, 1136, 353]
subheading: ΒΟΜΒΑ ΕΙΣ ΤΟ ΑΛΓΕΡΙΟΝ — [1163, 234, 1301, 247]
brief-body: ΙΩΑΝΝΙΝΑ, 16.— Ἡ πόλις τῆς Πρεβέζης ἐβυθίσθη εἰς πλῆρες σκότος διότι ἡ ἑταιρεία ἠλεκτρισμοῦ διέκοψε τὴν παροχὴν ρεύματος λόγῳ ὀφειλῶν τοῦ δήμου. Ὁ δήμαρχος ἐζήτησε τὴν ἐπέμβασιν τοῦ ὑπουργείου. — [1333, 260, 1567, 286]
brief-body: Κατ' ἀνακοίνωσιν τῆς μετεωρολογικῆς ὑπηρεσίας, ὁ καιρὸς θὰ εἶναι αἴθριος καθ' ὅλην τὴν χώραν, μὲ μικρὰν ἄνοδον τῆς θερμοκρασίας. Θερμοκρασία χθές: Ἀθῆναι 29, Θεσσαλονίκη 27, Ἰωάννινα 26, Ἡράκλειον 28. — [584, 526, 757, 559]
subheading: ΟΙ ΣΟΣΙΑΛΙΣΤΑΙ — [818, 285, 899, 298]
section-rule — [764, 1469, 1326, 1471]
kicker: Μὲ βόμβας καὶ ὁπλοπολυβόλα — [886, 8, 1205, 31]
article-body: Ὅπως ἀνεκοινώθη, κατὰ τὴν χθεσινὴν ἡμέραν τὴν ἔκθεσιν ἐπεσκέφθησαν ἄνω τῶν ἑκατὸν χιλιάδων ἐπισκέπται, ἐκ τῶν ὁποίων πολλοὶ προήρχοντο ἐκ τῶν ἐπαρχιῶν. — [8, 1389, 253, 1406]
subheading: ΜΕΡΙΚΟΙ ΔΙΑΦΩΝΟΥΝ — [801, 339, 917, 352]
article-body: τελουν ἐπὶ δεκάμηνον. Τὸ δεῖγμα μας περιέχει πλῆρες τὰ ἐμπορεύματα τὰ ὁποῖα παράγει ἡ Ἠνωμένη Ἀραβικὴ Δημοκρατία καὶ προορίζονται διὰ τὴν ἑλληνικὴν ἀγοράν. — [258, 1343, 504, 1359]
article-body: ΜΟΜΠΕΣ, 16.— Δύο πυρκαγιαὶ ἐξερράγησαν εἰς ἀποθήκας καυσίμων τῆς πόλεως. — [1142, 341, 1322, 358]
subheading: ΤΑΡΑΧΑΙ ΕΙΣ ΓΟΥΙ-ΝΕΑΝ — [1168, 271, 1296, 284]
article-body: ΠΑΡΙΣΙΟΙ, 16.— Ἡ ἀστυνομία ἐνισχύθη δι' ἐκτάκτων δυνάμεων εἰς ὅλας τὰς μεγάλας πόλεις. — [1142, 453, 1322, 470]
subheading: ΟΙ ΑΓΡΟΤΟΠΑΙΔΕΣ — [331, 1449, 431, 1462]
article-body: ΠΑΡΙΣΙΟΙ, 16. (Ρόυτερ).— Ὁμάδα ἀλγερινῶν πατριωτῶν ἐπετέθη σήμερον διὰ βομβῶν καὶ ὁπλοπολυβόλων κατὰ στρατιωτικῶν καὶ ἀστυνομικῶν στόχων εἰς διαφόρους πόλεις τῆς Γαλλίας. Κατὰ τὰς συγκρούσεις ἐφονεύθησαν δύο πρόσωπα καὶ ἐτραυματίσθησαν εἴκοσιν. Αἱ ἀρχαὶ ἔλαβον ἔκτακτα μέτρα ἀσφαλείας καὶ προέβησαν εἰς πολυαρίθμους συλλήψεις. — [768, 228, 949, 278]
text-columns — [768, 228, 1322, 503]
brief-body: ΑΘΗΝΑΙ, 16.— Ὁ κ. Λιάτης διωρίσθη πρέσβυς τῆς Ἑλλάδος εἰς τὴν Βασιλείαν, ὅπου θὰ μεταβῇ προσεχῶς διὰ νὰ ἀναλάβῃ τὰ καθήκοντά του. — [584, 407, 757, 431]
article-body: Εἰς τὸ γερμανικὸν περίπτερον ἐδόθη χθὲς δεξίωσις πρὸς τιμὴν τῶν ἐπισήμων, εἰς τὴν ὁποίαν παρέστησαν μέλη τῆς κυβερνήσεως καὶ τῶν τοπικῶν ἀρχῶν. — [8, 1502, 253, 1518]
brief-body: ΑΓΡΙΝΙΟΝ, 16.— Ἀπεβίωσεν ἐκ λύσσης εἰς τὸ νοσοκομεῖον τῆς πόλεως μικρὰ παιδίσκη ἡ ὁποία εἶχε δηχθῆ ὑπὸ λυσσασμένου κυνὸς πρὸ ἑβδομάδων. Ἡ οἰκογένειά της δὲν ὑπέβαλε τὴν μικρὰν εἰς ἀντιλυσσικὴν θεραπείαν κατόπιν προτροπῆς πρακτικοῦ ἰατροῦ, ὁ ὁποῖος διεβεβαίωσεν ὅτι δὲν ὑπῆρχε κίνδυνος. Ἡ ἀστυνομία ἐπελήφθη τῆς ὑποθέσεως. — [1333, 92, 1567, 126]
brief-headline: Ο κ. ΛΙΑΤΗΣ ΔΙΩΡΙΣΘΗ ΠΡΕΣΒΥΣ ΤΗΣ ΕΛΛΑΔΟΣ ΕΙΣ ΤΗΝ ΒΑΣΙΛΕΙΑΝ — [589, 362, 752, 404]
subheading: ΕΜΦΑΣΙΣ ΤΗΣ ΑΣΤΥΝΟΜΙΑΣ — [1158, 438, 1306, 451]
center-top-article — [768, 8, 1322, 1464]
brief-body: ΑΘΗΝΑΙ, 16.— Δι' ἀποφάσεως τοῦ ὑπουργοῦ συνεκροτήθη ἐπιτροπὴ ἡ ὁποία θὰ ἐπιληφθῇ τῶν ζητημάτων τῶν ἐπιχειρήσεων αἱ ὁποῖαι τελοῦν ὑπὸ ἐκκαθάρισιν. Τὴν ἐπιτροπὴν ἀποτελοῦν ἀνώτεροι ὑπάλληλοι τῶν ὑπουργείων καὶ ἐκπρόσωποι τῶν τραπεζῶν. — [584, 153, 757, 187]
subheading: ΤΟ ΑΓΙΟΝ ΟΡΟΣ — [1003, 1619, 1088, 1632]
article-body: ΑΘΗΝΑΙ, 16.— Ἡ ρουμανικὴ κυβέρνησις διεβεβαίωσε τὴν ἑλληνικὴν ὅτι οὐδεμία πίεσις θὰ ἀσκηθῇ ἐπὶ τῶν ἐν Ρουμανίᾳ διαβιούντων Ἑλλήνων καὶ ὅτι θὰ διευκολυνθῇ ἡ ἀναχώρησις ὅσων ἐπιθυμοῦν νὰ ἐπαναπατρισθοῦν. — [768, 1706, 949, 1740]
brief-body: ΜΟΝΤΡΕΑΛ, 16.— Ἡ Καικιλία, μία ἐκ τῶν πενταδύμων Ντιόν, ἔτεκε σήμερον ἄρρεν. Μήτηρ καὶ τέκνον ὑγιαίνουν. — [584, 471, 757, 486]
brief-headline: Η ΕΚΘΕΣΙΣ ΝΙΚΟΛΑ — [1404, 650, 1496, 661]
deck: 'Αφικνοῦνται ὁμαδικῶς ἐξ ὅλων τῶν νομῶν τῆς χώρας χιλιάδες ἐπισκέπται.—'Απερίγραπτος συνωστισμὸς εἰς τὰ περίπτερα.— 'Η δεξίωσις τοῦ γερμανικοῦ περιπτέρου.— 'Η 'Ηνωμένη 'Αραβικὴ Δημοκρατία θὰ ἀνεγείρῃ μόνιμον περίπτερον. — [90, 1283, 672, 1333]
subheading: ΚΑΙ ΕΙΣ ΤΗΝ ΝΟΜΑΡΧΙΑΝ — [979, 322, 1112, 335]
photo-young-man — [595, 747, 745, 945]
article-body: Τὸ γιουγκοσλαβικὸν περίπτερον ἐπεσκέφθησαν χθὲς ἐπίσημοι τῆς γειτονικῆς χώρας, οἱ ὁποῖοι ἐξέφρασαν τὴν ἱκανοποίησίν των διὰ τὴν ἐπιτυχίαν τῆς ἐκθέσεως. — [8, 1427, 253, 1444]
boxed-headline: Η ΡΟΥΜΑΝΙΑ ΒΕΒΑΙΟΙ ΟΤΙ ΟΥΔΕΜΙΑ ΠΙΕΣΙΣ ΠΡΟΚΕΙΤΑΙ Ν' ΑΣΚΗΘΗ ΕΠΙ ΤΩΝ ΕΚΕΙ ΕΛΛΗΝΩΝ — [768, 1630, 949, 1699]
brief-headline: ΔΙΑΜΑΡΤΥΡΙΑΙ ΚΑΤΟΙΚΩΝ ΤΗΣ ΣΤΑΥΡΟΥΠΟΛΕΩΣ — [594, 644, 746, 672]
brief-headline: ΣΥΝΕΚΡΟΤΗΘΗ ΕΠΙΤΡΟΠΗ ΔΙΑ ΤΑΣ ΕΠΙΧΕΙΡΗΣΕΙΣ ΥΠΟ ΕΚΚΑΘΑΡΙΣΙΝ — [590, 108, 750, 150]
kicker: 'Η λαμπροφώτιστος πόλις τῶν 22 ἡμερῶν — [28, 1175, 488, 1200]
brief-body: ΠΡΑΓΑ, 16. (Ἀσσ. Πρές).— Τὸ πρακτορεῖον εἰδήσεων κατηγορεῖ Ἀμερικανοὺς πολίτας ὅτι παρεβίασαν τὰ σύνορα τῆς Τσεχοσλοβακίας κατὰ τὰς τελευταίας ἡμέρας. — [1333, 338, 1567, 354]
subheading: Ο κ. ΘΕΟΛΟΓΙΤΗΣ ΕΙΣ ΡΟΤΟΝΤΑΝ — [293, 1487, 470, 1500]
kicker: 'Ενῷ αἱ ἀνακρίσεις συνεχίζονται — [105, 12, 475, 36]
brief-headline: Η ΕΚ ΤΩΝ ΠΕΝΤΑΔΥΜΩΝ ΚΑΙΚΙΛΙΑ ΕΤΕΚΕΝ ΑΡΡΕΝ — [596, 439, 744, 468]
brief-headline: ΑΠΟΦΥΛΑΚΙΖΟΝΤΑΙ ΟΙ ΣΥΛΛΗΦΘΕΝΤΕΣ ΕΙΣ ΤΟ ΑΡΓΟΣ ΔΙΑ ΤΟΝ ΕΜΠΡΗΣΜΟΝ ΤΩΝ ΓΡΑΦΕΙΩΝ ΤΗΣ ΕΔΑ — [1335, 134, 1565, 175]
article-body: Ὁ ἀριθμὸς τῶν ξένων τουριστῶν οἱ ὁποῖοι ἐπεσκέφθησαν τὴν χώραν κατὰ τὸ τρέχον ἔτος ὑπερβαίνει κάθε προηγούμενον. — [1142, 1656, 1322, 1672]
article-body: ΑΘΗΝΑΙ, 16.— Τὸ ὑπουργικὸν συμβούλιον ἀπεφάσισε τὴν σύστασιν ἐπιτροπῆς ἐξ εἰδικῶν ἡ ὁποία θὰ μελετήσῃ τὰ ζητήματα τῆς τουριστικῆς ἀξιοποιήσεως τοῦ Ἁγίου Ὄρους. Ἡ ἐπιτροπὴ θὰ ὑποβάλῃ τὰς προτάσεις της ἐντὸς τριμήνου. Παραλλήλως θὰ μελετηθῇ ἡ βελτίωσις τῶν συγκοινωνιῶν πρὸς τὴν χερσόνησον καὶ ἡ ἀνέγερσις καταλυμάτων διὰ τοὺς ἐπισκέπτας. — [768, 1570, 949, 1621]
brief-body: Ἡ ἔκθεσις τοῦ γλύπτου Νικολᾶ περιλαμβάνει ἔργα τῶν τελευταίων ἐτῶν καὶ θὰ διαρκέσῃ μέχρι τέλους τοῦ μηνός. — [1333, 955, 1567, 972]
article-body: ΚΑΡΔΙΤΣΑ, 16.— Τὴν 27ην καὶ 28ην τρέχοντος μηνὸς θὰ γίνῃ ἡ ἔκθεσις ἵππων εἰς τὴν πόλιν μας, εἰς τὴν ὁποίαν θὰ λάβουν μέρος κτηνοτρόφοι ἐξ ὅλου τοῦ νομοῦ. — [509, 1381, 755, 1396]
brief-body: ΝΑΥΠΛΙΟΝ, 16.— Ὁ εἰσαγγελεὺς διέταξε τὴν ἀποφυλάκισιν τῶν συλληφθέντων εἰς Ἄργος διὰ τὸν ἐμπρησμὸν τῶν γραφείων τῆς ΕΔΑ, καθ' ὅσον δὲν προέκυψαν ἐπαρκῆ στοιχεῖα ἐνοχῆς. — [1333, 178, 1567, 202]
news-briefs-column — [584, 8, 757, 2319]
photo-bust-head — [1408, 708, 1492, 816]
brief-headline: ΔΙΟΤΙ Ο ΔΗΜΟΣ ΟΦΕΙΛΕΙ — [1390, 247, 1510, 258]
subheading: ΒΟΜΒΑΙ ΕΙΣ ΜΑΣΣΑΛΙΑΝ — [980, 267, 1111, 280]
brief-headline: ΚΑΤΑΔΙΚΗ ΕΡΓΑΤΩΝ ΑΝΤΙΚΟΜΜΟΥΝΙΣΤΩΝ ΕΙΣ ΤΣΕΧΟΣΛΟΒΑΚΙΑΝ — [1376, 485, 1524, 528]
article-body: Ἀθῆναι, 16.— Ὁ ἀνακριτὴς ἐξέδωσε χθὲς ἐντάλματα συλλήψεως κατὰ τριῶν ἀκόμη προσώπων, τὰ ὁποῖα φέρονται ὡς ἐνεχόμενα εἰς τὴν ὑπόθεσιν. Ταῦτα ἀναζητοῦνται ὑπὸ τῆς ἀστυνομίας. — [387, 372, 572, 397]
banner-headline: ΚΑΤΑΜΕΣΤΟΣ ΚΟΣΜΟΥ Η ΕΚΘΕΣΙΣ — [108, 1199, 654, 1242]
brief-body: Οἱ κάτοικοι τῆς Σταυρουπόλεως διαμαρτύρονται διὰ τὴν ἔλλειψιν ὕδατος καὶ ζητοῦν τὴν ἐπέμβασιν τῶν ἁρμοδίων. — [584, 674, 757, 691]
